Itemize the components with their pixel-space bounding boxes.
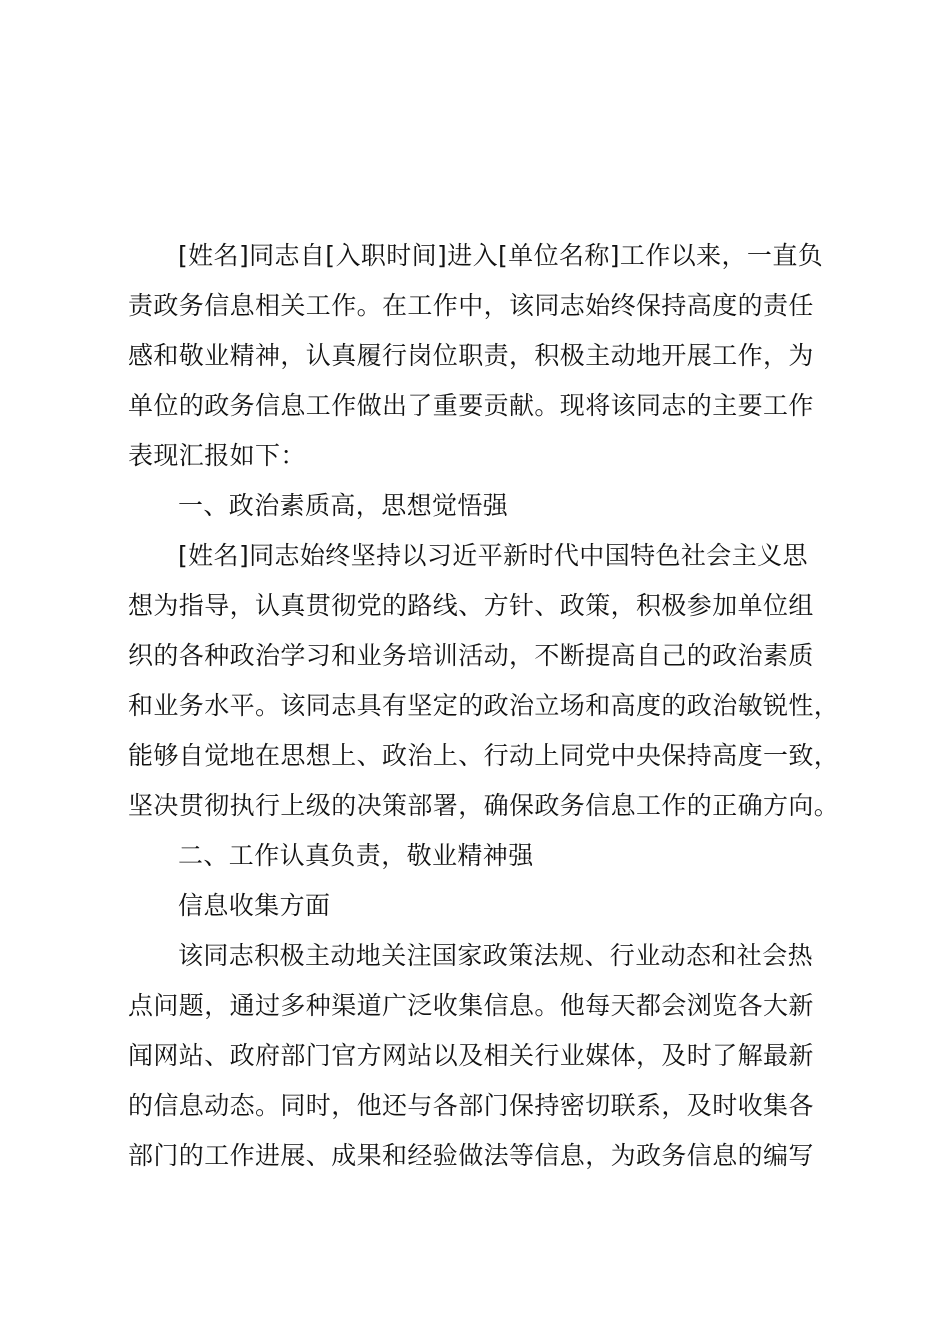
text-line: 闻网站、政府部门官方网站以及相关行业媒体，及时了解最新	[128, 1041, 814, 1070]
text-line: 能够自觉地在思想上、政治上、行动上同党中央保持高度一致，	[128, 741, 840, 770]
text-line: 该同志积极主动地关注国家政策法规、行业动态和社会热	[178, 941, 814, 970]
text-line: 的信息动态。同时，他还与各部门保持密切联系，及时收集各	[128, 1091, 814, 1120]
section-heading: 二、工作认真负责，敬业精神强	[178, 841, 534, 870]
text-line: 单位的政务信息工作做出了重要贡献。现将该同志的主要工作	[128, 391, 814, 420]
text-line: 和业务水平。该同志具有坚定的政治立场和高度的政治敏锐性，	[128, 691, 840, 720]
text-line: [姓名]同志始终坚持以习近平新时代中国特色社会主义思	[178, 541, 808, 570]
subsection-heading: 信息收集方面	[178, 891, 331, 920]
text-line: 责政务信息相关工作。在工作中，该同志始终保持高度的责任	[128, 291, 814, 320]
text-line: 表现汇报如下：	[128, 441, 306, 470]
text-line: 想为指导，认真贯彻党的路线、方针、政策，积极参加单位组	[128, 591, 814, 620]
text-line: 点问题，通过多种渠道广泛收集信息。他每天都会浏览各大新	[128, 991, 814, 1020]
text-line: 织的各种政治学习和业务培训活动，不断提高自己的政治素质	[128, 641, 814, 670]
text-line: [姓名]同志自[入职时间]进入[单位名称]工作以来，一直负	[178, 241, 824, 270]
text-line: 部门的工作进展、成果和经验做法等信息，为政务信息的编写	[128, 1141, 814, 1170]
text-line: 感和敬业精神，认真履行岗位职责，积极主动地开展工作，为	[128, 341, 814, 370]
section-heading: 一、政治素质高，思想觉悟强	[178, 491, 509, 520]
text-line: 坚决贯彻执行上级的决策部署，确保政务信息工作的正确方向。	[128, 791, 840, 820]
